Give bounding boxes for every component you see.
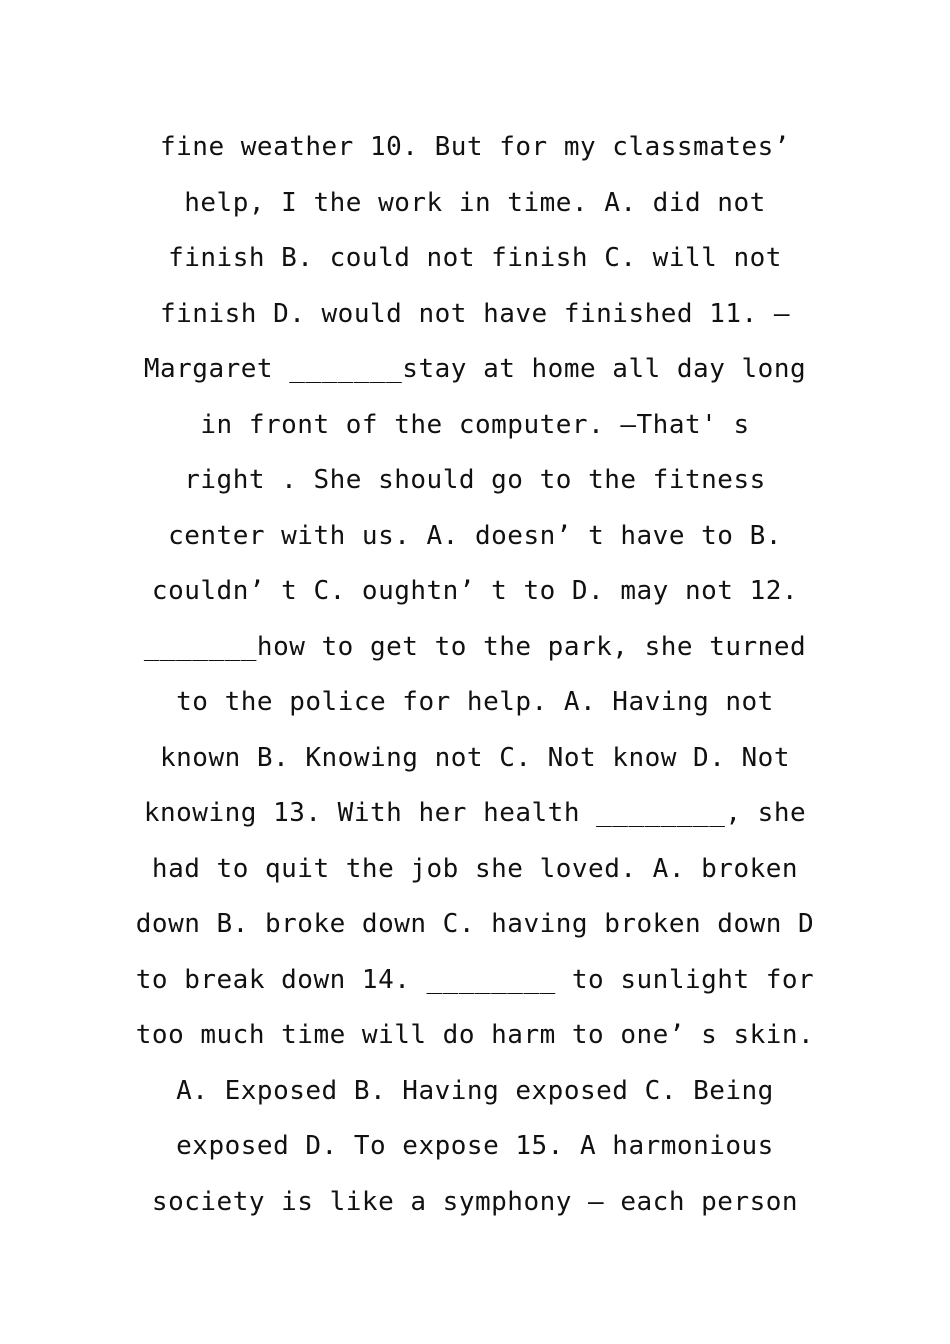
text-line: to the police for help. A. Having not	[176, 687, 774, 717]
text-line: known B. Knowing not C. Not know D. Not	[160, 742, 790, 773]
text-line: couldn’ t C. oughtn’ t to D. may not 12.	[151, 576, 799, 606]
text-line: to break down 14. ________ to sunlight for	[135, 964, 815, 995]
text-line: had to quit the job she loved. A. broken	[151, 853, 799, 884]
text-line: too much time will do harm to one’ s skin.	[135, 1020, 815, 1050]
text-line: _______how to get to the park, she turned	[143, 631, 807, 662]
text-line: society is like a symphony — each person	[151, 1186, 799, 1217]
text-line: fine weather 10. But for my classmates’	[160, 132, 790, 162]
text-line: right . She should go to the fitness	[184, 465, 766, 495]
text-line: finish B. could not finish C. will not	[168, 243, 782, 273]
text-line: exposed D. To expose 15. A harmonious	[176, 1131, 774, 1161]
text-line: Margaret _______stay at home all day long	[143, 354, 807, 384]
text-line: center with us. A. doesn’ t have to B.	[168, 520, 782, 551]
text-line: down B. broke down C. having broken down D	[135, 909, 815, 939]
text-line: finish D. would not have finished 11. —	[160, 298, 790, 329]
text-line: in front of the computer. —That' s	[200, 409, 750, 440]
text-line: help, I the work in time. A. did not	[184, 187, 766, 218]
document-page	[0, 120, 950, 1230]
text-line: A. Exposed B. Having exposed C. Being	[176, 1075, 774, 1106]
text-line: knowing 13. With her health ________, she	[143, 798, 807, 828]
